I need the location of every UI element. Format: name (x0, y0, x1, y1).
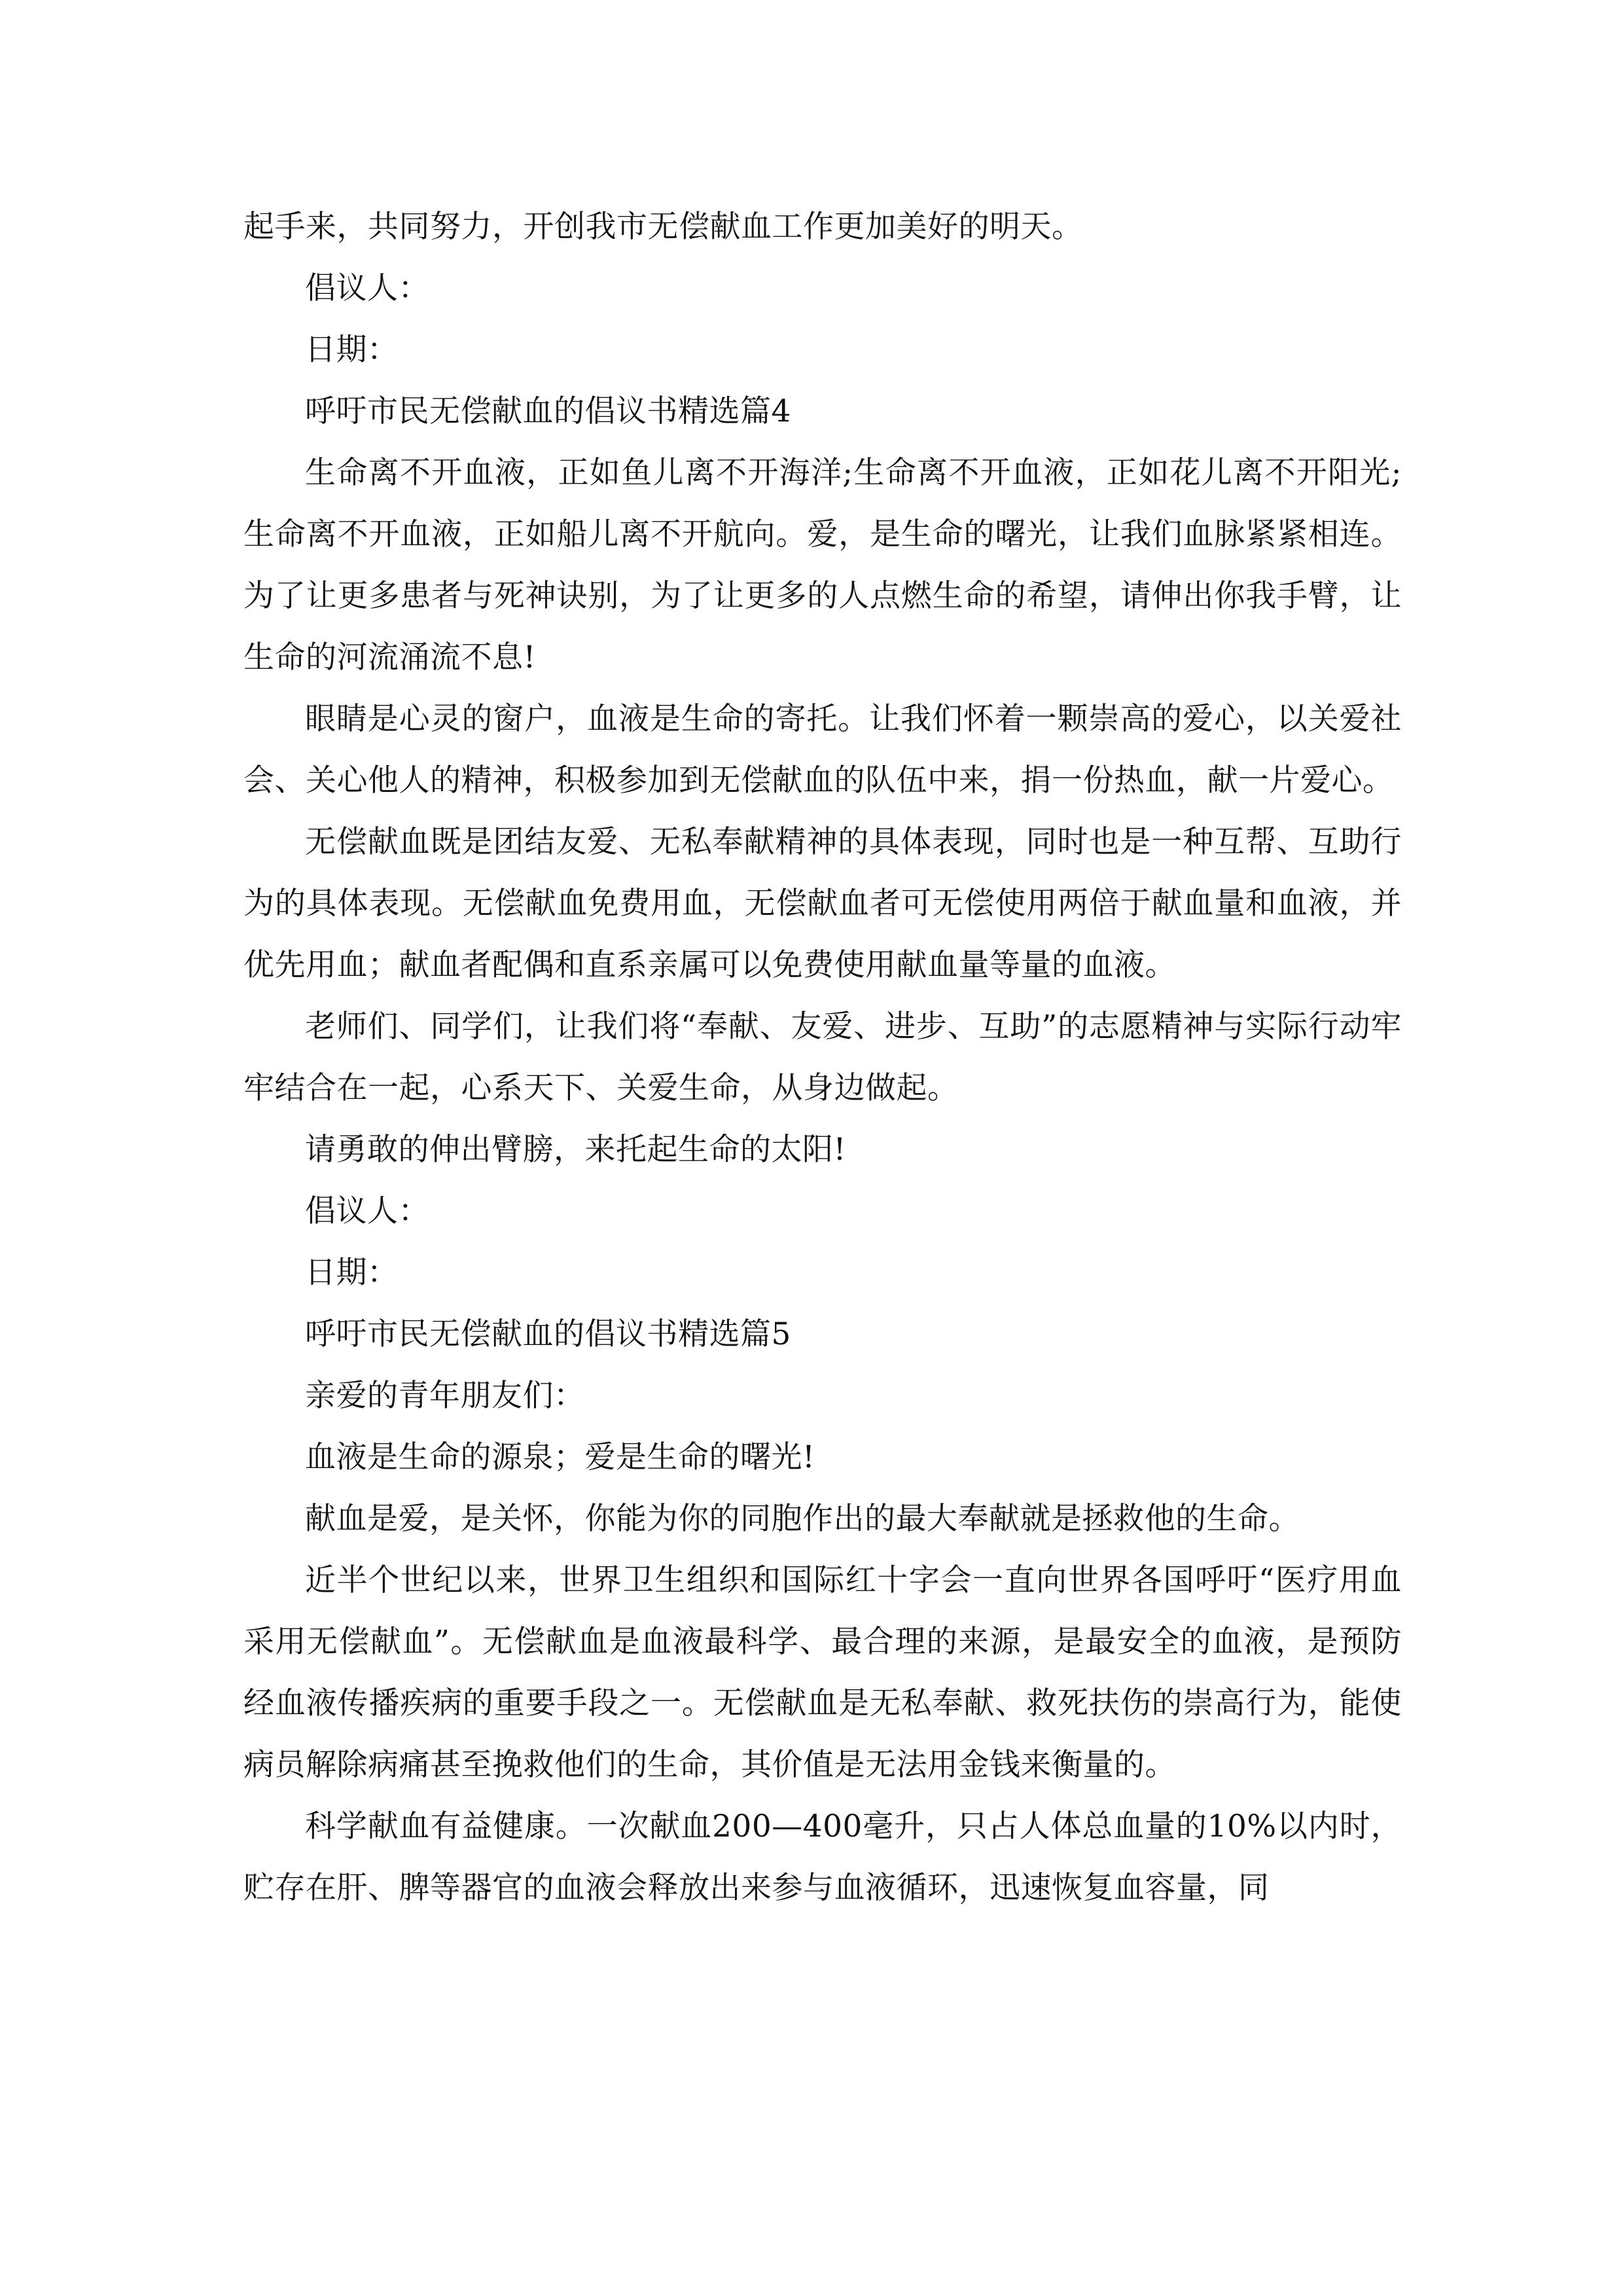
paragraph: 献血是爱，是关怀，你能为你的同胞作出的最大奉献就是拯救他的生命。 (305, 1501, 1300, 1537)
salutation: 亲爱的青年朋友们： (305, 1378, 585, 1414)
date-label: 日期： (305, 1255, 399, 1291)
document-page (243, 196, 1402, 1919)
paragraph: 近半个世纪以来，世界卫生组织和国际红十字会一直向世界各国呼吁“医疗用血采用无偿献血”。无偿献血是血液最科学、最合理的来源，是最安全的血液，是预防经血液传播疾病的重要手段之一。无偿献血是无私奉献、救死扶伤的崇高行为，能使病员解除病痛甚至挽救他们的生命，其价值是无法用金钱来衡量的。 (243, 1562, 1402, 1783)
signatory-label: 倡议人： (305, 270, 429, 306)
paragraph: 眼睛是心灵的窗户，血液是生命的寄托。让我们怀着一颗崇高的爱心，以关爱社会、关心他人的精神，积极参加到无偿献血的队伍中来，捐一份热血，献一片爱心。 (243, 701, 1402, 798)
section-heading: 呼吁市民无偿献血的倡议书精选篇5 (305, 1316, 791, 1352)
paragraph: 科学献血有益健康。一次献血200—400毫升，只占人体总血量的10%以内时，贮存在肝、脾等器官的血液会释放出来参与血液循环，迅速恢复血容量，同 (243, 1808, 1402, 1906)
section-heading: 呼吁市民无偿献血的倡议书精选篇4 (305, 393, 791, 429)
paragraph: 血液是生命的源泉；爱是生命的曙光! (305, 1439, 815, 1475)
paragraph: 生命离不开血液，正如鱼儿离不开海洋;生命离不开血液，正如花儿离不开阳光;生命离不开血液，正如船儿离不开航向。爱，是生命的曙光，让我们血脉紧紧相连。为了让更多患者与死神诀别，为了让更多的人点燃生命的希望，请伸出你我手臂，让生命的河流涌流不息! (243, 455, 1402, 675)
paragraph: 老师们、同学们，让我们将“奉献、友爱、进步、互助”的志愿精神与实际行动牢牢结合在一起，心系天下、关爱生命，从身边做起。 (243, 1009, 1402, 1106)
date-label: 日期： (305, 332, 399, 368)
paragraph: 请勇敢的伸出臂膀，来托起生命的太阳! (305, 1132, 846, 1168)
paragraph: 无偿献血既是团结友爱、无私奉献精神的具体表现，同时也是一种互帮、互助行为的具体表现。无偿献血免费用血，无偿献血者可无偿使用两倍于献血量和血液，并优先用血；献血者配偶和直系亲属可以免费使用献血量等量的血液。 (243, 824, 1402, 983)
paragraph: 起手来，共同努力，开创我市无偿献血工作更加美好的明天。 (243, 209, 1083, 245)
signatory-label: 倡议人： (305, 1193, 429, 1229)
